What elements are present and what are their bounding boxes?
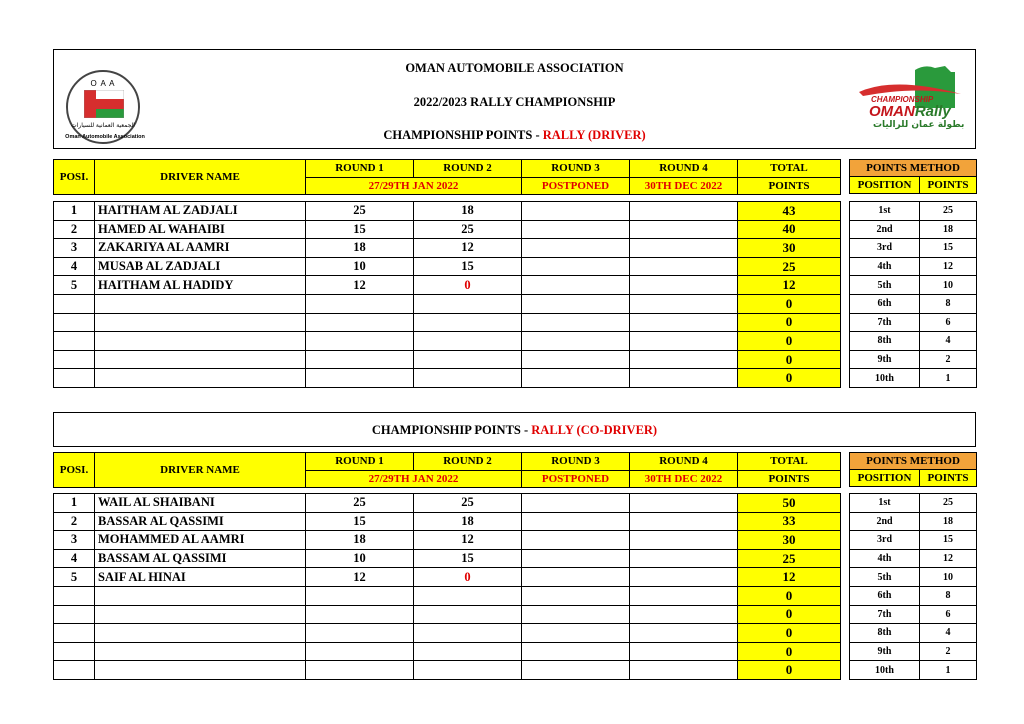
table-row: [850, 605, 977, 624]
oaa-logo: [66, 70, 140, 144]
total-cell: 0: [738, 294, 841, 313]
total-cell: 25: [738, 257, 841, 276]
round3-header: ROUND 3: [522, 453, 630, 471]
posi-header: POSI.: [54, 453, 95, 488]
pm-position-cell: 4th: [850, 257, 920, 276]
position-cell: [54, 332, 95, 351]
position-cell: 1: [54, 494, 95, 513]
name-cell: HAITHAM AL ZADJALI: [95, 202, 306, 221]
table-row: [850, 350, 977, 369]
oaa-logo-arabic: الجمعية العمانية للسيارات: [71, 122, 135, 129]
table-row: [850, 642, 977, 661]
round2-cell: 25: [414, 220, 522, 239]
total-cell: 33: [738, 512, 841, 531]
round3-date: POSTPONED: [522, 470, 630, 488]
round4-cell: [630, 294, 738, 313]
table-row: [54, 220, 841, 239]
total-cell: 43: [738, 202, 841, 221]
round1-cell: [306, 624, 414, 643]
pm-points-cell: 1: [920, 369, 977, 388]
round1-cell: [306, 294, 414, 313]
position-cell: 2: [54, 220, 95, 239]
round4-cell: [630, 624, 738, 643]
pm-points-cell: 15: [920, 239, 977, 258]
position-cell: [54, 605, 95, 624]
round1-cell: [306, 332, 414, 351]
pm-position-header: POSITION: [850, 177, 920, 194]
pm-position-cell: 3rd: [850, 239, 920, 258]
pm-position-cell: 5th: [850, 276, 920, 295]
table-row: [54, 586, 841, 605]
round3-cell: [522, 276, 630, 295]
round1-cell: [306, 586, 414, 605]
pm-position-cell: 10th: [850, 661, 920, 680]
pm-position-cell: 10th: [850, 369, 920, 388]
table-row: [54, 549, 841, 568]
round2-cell: 18: [414, 202, 522, 221]
table-row: [54, 494, 841, 513]
org-title: OMAN AUTOMOBILE ASSOCIATION: [405, 61, 624, 75]
oman-flag-icon: [84, 90, 124, 118]
pm-position-cell: 1st: [850, 202, 920, 221]
pm-position-cell: 8th: [850, 624, 920, 643]
round4-cell: [630, 257, 738, 276]
round3-cell: [522, 332, 630, 351]
section-title-prefix: CHAMPIONSHIP POINTS -: [383, 128, 543, 142]
table-row: [850, 276, 977, 295]
table-row: [850, 586, 977, 605]
round4-cell: [630, 605, 738, 624]
name-cell: [95, 586, 306, 605]
round2-cell: [414, 624, 522, 643]
round4-cell: [630, 220, 738, 239]
table-row: [54, 350, 841, 369]
table-row: [54, 202, 841, 221]
round4-cell: [630, 512, 738, 531]
round4-cell: [630, 369, 738, 388]
table-row: [850, 220, 977, 239]
table-row: [850, 332, 977, 351]
round3-cell: [522, 624, 630, 643]
codriver-title-box: [53, 412, 976, 447]
pm-points-header: POINTS: [920, 470, 977, 487]
name-cell: ZAKARIYA AL AAMRI: [95, 239, 306, 258]
round1-cell: [306, 313, 414, 332]
round2-cell: 15: [414, 549, 522, 568]
total-cell: 40: [738, 220, 841, 239]
round12-date: 27/29TH JAN 2022: [306, 470, 522, 488]
rally-logo-rally: Rally: [914, 103, 951, 120]
total-cell: 25: [738, 549, 841, 568]
driver-name-header: DRIVER NAME: [95, 453, 306, 488]
round1-cell: 25: [306, 494, 414, 513]
round3-cell: [522, 202, 630, 221]
round1-cell: 10: [306, 549, 414, 568]
pm-position-cell: 7th: [850, 605, 920, 624]
round4-cell: [630, 313, 738, 332]
pm-position-cell: 5th: [850, 568, 920, 587]
driver-name-header: DRIVER NAME: [95, 160, 306, 195]
position-cell: [54, 586, 95, 605]
round1-cell: 15: [306, 512, 414, 531]
name-cell: [95, 642, 306, 661]
points-method-title: POINTS METHOD: [850, 160, 977, 177]
round1-cell: [306, 642, 414, 661]
table-row: [54, 257, 841, 276]
name-cell: [95, 605, 306, 624]
position-cell: [54, 624, 95, 643]
pm-points-cell: 6: [920, 605, 977, 624]
name-cell: [95, 350, 306, 369]
round2-cell: [414, 642, 522, 661]
position-cell: [54, 313, 95, 332]
position-cell: [54, 661, 95, 680]
table-row: [850, 294, 977, 313]
posi-header: POSI.: [54, 160, 95, 195]
position-cell: [54, 350, 95, 369]
pm-position-cell: 7th: [850, 313, 920, 332]
round4-cell: [630, 202, 738, 221]
round2-cell: [414, 586, 522, 605]
table-row: [54, 276, 841, 295]
round3-header: ROUND 3: [522, 160, 630, 178]
round2-cell: [414, 332, 522, 351]
name-cell: MUSAB AL ZADJALI: [95, 257, 306, 276]
name-cell: SAIF AL HINAI: [95, 568, 306, 587]
pm-points-cell: 8: [920, 586, 977, 605]
round4-cell: [630, 568, 738, 587]
pm-position-cell: 8th: [850, 332, 920, 351]
pm-points-cell: 10: [920, 568, 977, 587]
round4-cell: [630, 549, 738, 568]
pm-points-cell: 18: [920, 220, 977, 239]
round2-header: ROUND 2: [414, 453, 522, 471]
round3-cell: [522, 220, 630, 239]
name-cell: [95, 313, 306, 332]
total-header: TOTAL: [738, 453, 841, 471]
table-row: [850, 568, 977, 587]
round2-cell: 12: [414, 531, 522, 550]
total-cell: 30: [738, 239, 841, 258]
round3-cell: [522, 350, 630, 369]
pm-position-cell: 9th: [850, 642, 920, 661]
driver-section-title: [54, 128, 975, 143]
round2-cell: 18: [414, 512, 522, 531]
round2-cell: 0: [414, 276, 522, 295]
codriver-points-method-header: [849, 452, 977, 487]
table-row: [850, 512, 977, 531]
round4-cell: [630, 642, 738, 661]
pm-position-cell: 2nd: [850, 512, 920, 531]
pm-points-cell: 18: [920, 512, 977, 531]
rally-logo-main: [869, 103, 951, 120]
round4-cell: [630, 661, 738, 680]
table-row: [54, 369, 841, 388]
codriver-results-table: [53, 493, 841, 680]
round3-cell: [522, 549, 630, 568]
pm-points-cell: 4: [920, 332, 977, 351]
round3-cell: [522, 257, 630, 276]
rally-logo-top: CHAMPIONSHIP: [871, 95, 934, 104]
pm-points-cell: 25: [920, 494, 977, 513]
round1-header: ROUND 1: [306, 453, 414, 471]
round1-cell: [306, 350, 414, 369]
round2-cell: [414, 661, 522, 680]
round2-cell: 12: [414, 239, 522, 258]
round1-cell: 15: [306, 220, 414, 239]
name-cell: BASSAR AL QASSIMI: [95, 512, 306, 531]
pm-points-cell: 12: [920, 549, 977, 568]
round4-cell: [630, 494, 738, 513]
driver-points-method-table: [849, 201, 977, 388]
position-cell: 5: [54, 568, 95, 587]
position-cell: [54, 294, 95, 313]
points-header: POINTS: [738, 177, 841, 195]
pm-position-cell: 6th: [850, 294, 920, 313]
points-header: POINTS: [738, 470, 841, 488]
pm-points-cell: 2: [920, 350, 977, 369]
round3-date: POSTPONED: [522, 177, 630, 195]
round1-cell: [306, 369, 414, 388]
driver-points-method-header: [849, 159, 977, 194]
total-cell: 0: [738, 661, 841, 680]
pm-points-cell: 15: [920, 531, 977, 550]
position-cell: [54, 642, 95, 661]
round3-cell: [522, 313, 630, 332]
rally-logo-arabic: بطولة عمان للراليات: [873, 120, 965, 130]
oman-rally-logo: [855, 62, 967, 132]
table-row: [850, 257, 977, 276]
table-row: [54, 531, 841, 550]
round4-date: 30TH DEC 2022: [630, 470, 738, 488]
position-cell: [54, 369, 95, 388]
table-row: [850, 239, 977, 258]
name-cell: [95, 332, 306, 351]
round3-cell: [522, 369, 630, 388]
round3-cell: [522, 661, 630, 680]
table-row: [54, 294, 841, 313]
table-row: [54, 332, 841, 351]
round2-cell: 15: [414, 257, 522, 276]
name-cell: [95, 624, 306, 643]
table-row: [850, 624, 977, 643]
round2-cell: 25: [414, 494, 522, 513]
round4-date: 30TH DEC 2022: [630, 177, 738, 195]
section-title-highlight: RALLY (CO-DRIVER): [531, 423, 658, 437]
pm-points-cell: 1: [920, 661, 977, 680]
pm-points-cell: 10: [920, 276, 977, 295]
pm-points-cell: 2: [920, 642, 977, 661]
total-cell: 12: [738, 568, 841, 587]
round2-cell: [414, 369, 522, 388]
total-cell: 0: [738, 605, 841, 624]
pm-position-cell: 3rd: [850, 531, 920, 550]
round1-cell: 10: [306, 257, 414, 276]
oaa-caption: Oman Automobile Association: [65, 134, 145, 140]
total-header: TOTAL: [738, 160, 841, 178]
round2-cell: [414, 294, 522, 313]
round4-cell: [630, 239, 738, 258]
pm-points-cell: 4: [920, 624, 977, 643]
points-method-title: POINTS METHOD: [850, 453, 977, 470]
driver-results-table: [53, 201, 841, 388]
total-cell: 0: [738, 313, 841, 332]
pm-position-cell: 6th: [850, 586, 920, 605]
codriver-header-table: [53, 452, 841, 488]
round1-header: ROUND 1: [306, 160, 414, 178]
total-cell: 12: [738, 276, 841, 295]
round2-cell: [414, 313, 522, 332]
table-row: [850, 202, 977, 221]
table-row: [850, 369, 977, 388]
name-cell: [95, 369, 306, 388]
section-title-prefix: CHAMPIONSHIP POINTS -: [371, 423, 532, 437]
round2-cell: 0: [414, 568, 522, 587]
pm-points-cell: 25: [920, 202, 977, 221]
codriver-section-title: [54, 423, 975, 438]
table-row: [54, 568, 841, 587]
pm-position-header: POSITION: [850, 470, 920, 487]
round2-cell: [414, 605, 522, 624]
pm-position-cell: 4th: [850, 549, 920, 568]
position-cell: 1: [54, 202, 95, 221]
round4-cell: [630, 276, 738, 295]
round3-cell: [522, 605, 630, 624]
name-cell: MOHAMMED AL AAMRI: [95, 531, 306, 550]
round3-cell: [522, 586, 630, 605]
pm-points-cell: 8: [920, 294, 977, 313]
round4-header: ROUND 4: [630, 453, 738, 471]
name-cell: HAMED AL WAHAIBI: [95, 220, 306, 239]
position-cell: 4: [54, 549, 95, 568]
total-cell: 0: [738, 642, 841, 661]
total-cell: 0: [738, 369, 841, 388]
pm-points-cell: 6: [920, 313, 977, 332]
round3-cell: [522, 568, 630, 587]
round4-cell: [630, 332, 738, 351]
table-row: [54, 605, 841, 624]
oaa-logo-letters: O A A: [90, 79, 116, 88]
pm-points-cell: 12: [920, 257, 977, 276]
header-box: [53, 49, 976, 149]
position-cell: 3: [54, 239, 95, 258]
total-cell: 30: [738, 531, 841, 550]
total-cell: 0: [738, 350, 841, 369]
round3-cell: [522, 294, 630, 313]
table-row: [54, 642, 841, 661]
round3-cell: [522, 494, 630, 513]
codriver-points-method-table: [849, 493, 977, 680]
round1-cell: 25: [306, 202, 414, 221]
round1-cell: 12: [306, 568, 414, 587]
table-row: [54, 313, 841, 332]
name-cell: [95, 294, 306, 313]
position-cell: 3: [54, 531, 95, 550]
name-cell: BASSAM AL QASSIMI: [95, 549, 306, 568]
name-cell: [95, 661, 306, 680]
round3-cell: [522, 239, 630, 258]
table-row: [54, 661, 841, 680]
season-title: 2022/2023 RALLY CHAMPIONSHIP: [413, 95, 616, 109]
round4-cell: [630, 350, 738, 369]
total-cell: 0: [738, 624, 841, 643]
total-cell: 0: [738, 586, 841, 605]
rally-logo-oman: OMAN: [869, 103, 915, 120]
section-title-highlight: RALLY (DRIVER): [542, 128, 646, 142]
position-cell: 2: [54, 512, 95, 531]
pm-position-cell: 9th: [850, 350, 920, 369]
pm-position-cell: 1st: [850, 494, 920, 513]
round3-cell: [522, 531, 630, 550]
round1-cell: 12: [306, 276, 414, 295]
round2-cell: [414, 350, 522, 369]
position-cell: 4: [54, 257, 95, 276]
round4-header: ROUND 4: [630, 160, 738, 178]
round1-cell: [306, 661, 414, 680]
table-row: [54, 624, 841, 643]
round12-date: 27/29TH JAN 2022: [306, 177, 522, 195]
round4-cell: [630, 531, 738, 550]
name-cell: WAIL AL SHAIBANI: [95, 494, 306, 513]
table-row: [54, 512, 841, 531]
round1-cell: 18: [306, 531, 414, 550]
driver-header-table: [53, 159, 841, 195]
table-row: [850, 313, 977, 332]
round1-cell: [306, 605, 414, 624]
round3-cell: [522, 642, 630, 661]
table-row: [54, 239, 841, 258]
pm-position-cell: 2nd: [850, 220, 920, 239]
table-row: [850, 549, 977, 568]
round1-cell: 18: [306, 239, 414, 258]
total-cell: 0: [738, 332, 841, 351]
round4-cell: [630, 586, 738, 605]
position-cell: 5: [54, 276, 95, 295]
table-row: [850, 531, 977, 550]
round3-cell: [522, 512, 630, 531]
table-row: [850, 661, 977, 680]
pm-points-header: POINTS: [920, 177, 977, 194]
table-row: [850, 494, 977, 513]
name-cell: HAITHAM AL HADIDY: [95, 276, 306, 295]
total-cell: 50: [738, 494, 841, 513]
round2-header: ROUND 2: [414, 160, 522, 178]
